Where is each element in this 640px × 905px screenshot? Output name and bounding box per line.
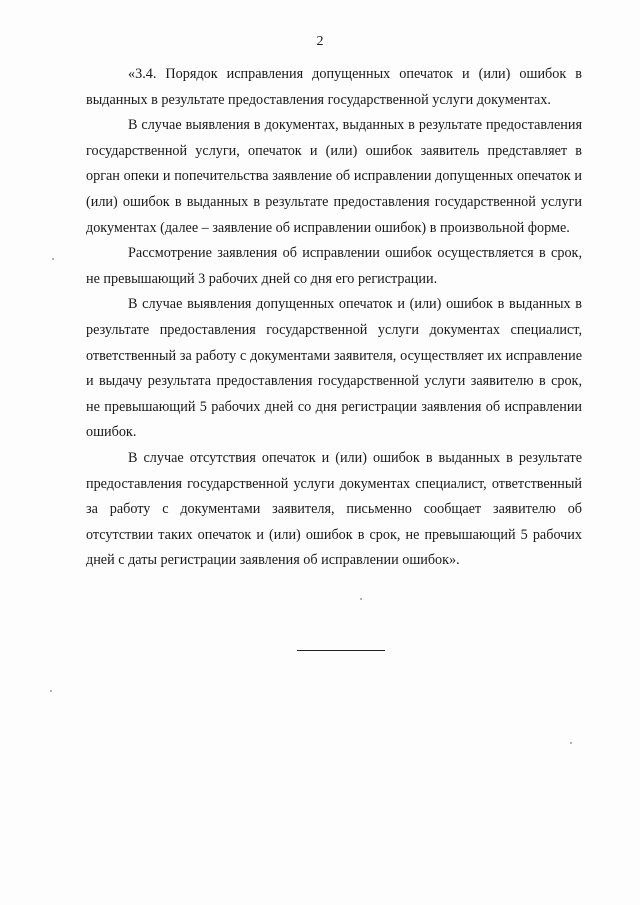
end-of-text-rule xyxy=(297,650,385,651)
paragraph-review-term: Рассмотрение заявления об исправлении ошибок осуществляется в срок, не превышающий 3 рабочих дней со дня его регистрации. xyxy=(86,245,582,287)
paragraph-correction-procedure: В случае выявления допущенных опечаток и (или) ошибок в выданных в результате предоставления государственной услуги документах специалист, ответственный за работу с документами заявителя, осуществляет их исправление и выдачу результата предоставления государственной услуги заявителю в срок, не превышающий 5 рабочих дней со дня регистрации заявления об исправлении ошибок. xyxy=(86,296,582,441)
scan-speck xyxy=(52,258,54,260)
document-body xyxy=(86,62,582,574)
paragraph-no-errors-notice: В случае отсутствия опечаток и (или) ошибок в выданных в результате предоставления государственной услуги документах специалист, ответственный за работу с документами заявителя, письменно сообщает заявителю об отсутствии таких опечаток и (или) ошибок в срок, не превышающий 5 рабочих дней с даты регистрации заявления об исправлении ошибок». xyxy=(86,449,582,569)
paragraph-section-heading: «3.4. Порядок исправления допущенных опечаток и (или) ошибок в выданных в результате предоставления государственной услуги документах. xyxy=(86,66,582,108)
page-number: 2 xyxy=(316,34,324,49)
scan-speck xyxy=(50,690,52,692)
paragraph-application-submission: В случае выявления в документах, выданных в результате предоставления государственной услуги, опечаток и (или) ошибок заявитель представляет в орган опеки и попечительства заявление об исправлении допущенных опечаток и (или) ошибок в выданных в результате предоставления государственной услуги документах (далее – заявление об исправлении ошибок) в произвольной форме. xyxy=(86,117,582,236)
scan-speck xyxy=(570,742,572,744)
scan-speck xyxy=(360,598,362,600)
